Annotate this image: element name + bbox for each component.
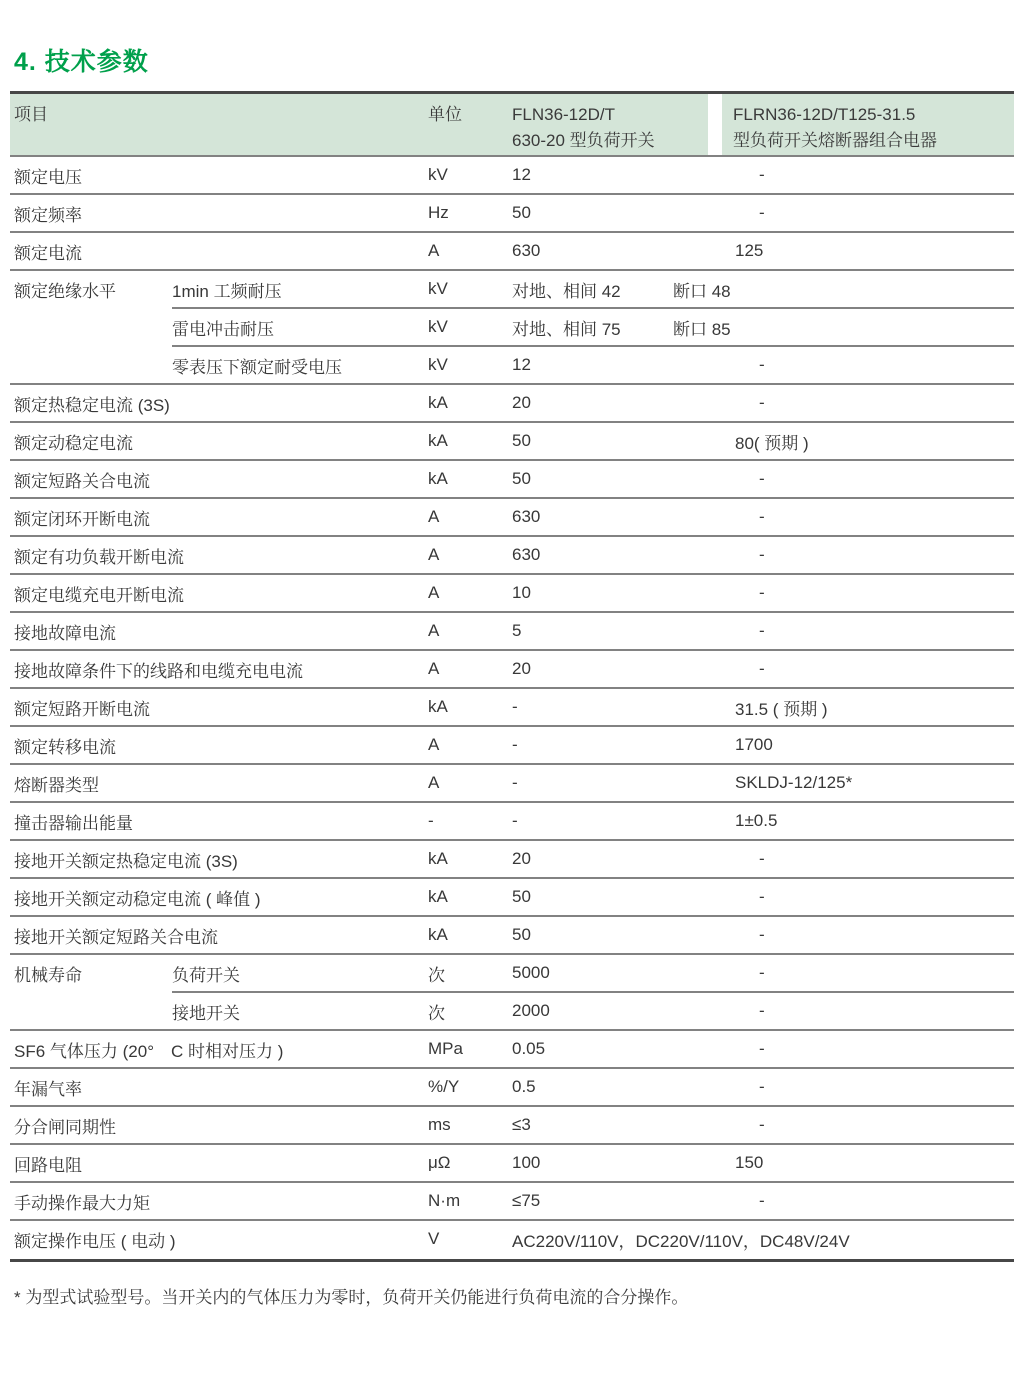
table-row — [10, 803, 1014, 841]
row-unit: kA — [428, 697, 448, 716]
row-sub-label: 1min 工频耐压 — [172, 281, 282, 301]
row-span-value — [512, 315, 1014, 340]
row-divider — [10, 687, 1014, 689]
table-row — [10, 1107, 1014, 1145]
row-item-label: 撞击器输出能量 — [14, 813, 133, 833]
row-divider — [10, 1067, 1014, 1069]
span-part-1: 对地、相间 75 — [512, 319, 621, 339]
table-row — [10, 1145, 1014, 1183]
table-row — [10, 613, 1014, 651]
row-span-value — [512, 277, 1014, 302]
row-value-product1: - — [512, 773, 518, 792]
row-unit: kA — [428, 469, 448, 488]
row-item-label: 额定动稳定电流 — [14, 433, 133, 453]
row-item-label: 额定转移电流 — [14, 737, 116, 757]
row-divider — [10, 269, 1014, 271]
row-unit: N·m — [428, 1191, 461, 1210]
row-unit: kA — [428, 431, 448, 450]
table-row — [10, 841, 1014, 879]
header-item: 项目 — [14, 105, 48, 124]
row-divider — [10, 573, 1014, 575]
row-unit: MPa — [428, 1039, 463, 1058]
header-product1-line2: 630-20 型负荷开关 — [512, 131, 655, 150]
header-column-gap — [708, 94, 722, 155]
row-unit: kV — [428, 355, 448, 374]
row-value-product2: - — [759, 887, 765, 906]
row-unit: μΩ — [428, 1153, 451, 1172]
row-unit: A — [428, 583, 440, 602]
row-item-label: 接地开关额定热稳定电流 (3S) — [14, 851, 238, 871]
row-value-product1: 10 — [512, 583, 531, 602]
row-divider — [10, 877, 1014, 879]
table-row — [10, 537, 1014, 575]
row-value-product1: 0.5 — [512, 1077, 536, 1096]
table-row — [10, 727, 1014, 765]
row-value-product1: 5000 — [512, 963, 550, 982]
table-row — [10, 385, 1014, 423]
row-unit: kV — [428, 279, 448, 298]
row-divider — [10, 649, 1014, 651]
row-value-product1: 5 — [512, 621, 522, 640]
row-item-label: 接地开关额定短路关合电流 — [14, 927, 218, 947]
row-value-product1: 0.05 — [512, 1039, 546, 1058]
row-value-product1: 20 — [512, 849, 531, 868]
row-divider — [10, 231, 1014, 233]
row-divider — [10, 1219, 1014, 1221]
row-value-product1: - — [512, 811, 518, 830]
table-row — [10, 157, 1014, 195]
row-item-label: SF6 气体压力 (20° C 时相对压力 ) — [14, 1041, 284, 1061]
row-value-product1: ≤3 — [512, 1115, 531, 1134]
span-part-2: 断口 85 — [673, 319, 731, 339]
row-value-product2: 150 — [735, 1153, 764, 1172]
row-unit: kA — [428, 393, 448, 412]
row-group-label: 机械寿命 — [14, 965, 82, 985]
row-value-product2: 125 — [735, 241, 764, 260]
row-value-product2: 1700 — [735, 735, 773, 754]
row-divider — [10, 497, 1014, 499]
row-value-product1: 20 — [512, 659, 531, 678]
row-item-label: 年漏气率 — [14, 1079, 82, 1099]
header-product2-line2: 型负荷开关熔断器组合电器 — [733, 131, 937, 150]
row-item-label: 分合闸同期性 — [14, 1117, 116, 1137]
table-row — [10, 1069, 1014, 1107]
row-unit: kA — [428, 925, 448, 944]
row-value-product1: 50 — [512, 887, 531, 906]
header-product1 — [512, 102, 655, 154]
table-row — [10, 689, 1014, 727]
row-value-product2: - — [759, 507, 765, 526]
row-divider — [10, 421, 1014, 423]
table-row — [10, 1183, 1014, 1221]
row-divider — [172, 991, 1014, 993]
row-value-product1: 630 — [512, 241, 541, 260]
row-divider — [172, 345, 1014, 347]
table-row — [10, 309, 1014, 347]
table-row — [10, 955, 1014, 993]
table-row — [10, 879, 1014, 917]
row-value-product2: - — [759, 545, 765, 564]
table-row — [10, 499, 1014, 537]
row-value-product1: ≤75 — [512, 1191, 541, 1210]
row-value-product2: - — [759, 621, 765, 640]
row-value-product2: - — [759, 925, 765, 944]
row-divider — [10, 953, 1014, 955]
row-unit: %/Y — [428, 1077, 460, 1096]
header-product2 — [733, 102, 937, 154]
technical-parameters-table — [10, 91, 1014, 1262]
row-value-product2: - — [759, 963, 765, 982]
table-row — [10, 575, 1014, 613]
table-row — [10, 765, 1014, 803]
row-value-product1: 50 — [512, 431, 531, 450]
row-value-product1: 12 — [512, 355, 531, 374]
row-divider — [10, 1105, 1014, 1107]
row-item-label: 额定热稳定电流 (3S) — [14, 395, 170, 415]
row-sub-label: 雷电冲击耐压 — [172, 319, 274, 339]
row-value-product1: 50 — [512, 925, 531, 944]
row-value-product2: - — [759, 1115, 765, 1134]
table-row — [10, 271, 1014, 309]
row-value-product2: 1±0.5 — [735, 811, 778, 830]
row-value-product2: - — [759, 1039, 765, 1058]
row-value-product2: - — [759, 203, 765, 222]
row-divider — [10, 1181, 1014, 1183]
table-row — [10, 423, 1014, 461]
row-value-product1: 50 — [512, 469, 531, 488]
row-item-label: 额定电缆充电开断电流 — [14, 585, 184, 605]
row-unit: A — [428, 621, 440, 640]
row-sub-label: 负荷开关 — [172, 965, 240, 985]
row-value-product2: - — [759, 355, 765, 374]
row-item-label: 额定操作电压 ( 电动 ) — [14, 1231, 176, 1251]
row-item-label: 接地开关额定动稳定电流 ( 峰值 ) — [14, 889, 261, 909]
row-unit: A — [428, 241, 440, 260]
row-item-label: 额定有功负载开断电流 — [14, 547, 184, 567]
row-unit: ms — [428, 1115, 451, 1134]
row-value-product2: - — [759, 1001, 765, 1020]
row-value-product2: 31.5 ( 预期 ) — [735, 699, 828, 719]
row-item-label: 额定电流 — [14, 243, 82, 263]
row-unit: kA — [428, 849, 448, 868]
footnote: * 为型式试验型号。当开关内的气体压力为零时，负荷开关仍能进行负荷电流的合分操作。 — [14, 1288, 689, 1307]
row-value-product2: - — [759, 849, 765, 868]
row-divider — [10, 725, 1014, 727]
row-value-product1: 630 — [512, 507, 541, 526]
row-group-label: 额定绝缘水平 — [14, 281, 116, 301]
row-divider — [10, 839, 1014, 841]
row-divider — [10, 915, 1014, 917]
row-value-product2: SKLDJ-12/125* — [735, 773, 853, 792]
row-value-product2: - — [759, 659, 765, 678]
row-item-label: 额定电压 — [14, 167, 82, 187]
row-item-label: 额定闭环开断电流 — [14, 509, 150, 529]
table-row — [10, 1221, 1014, 1259]
row-unit: - — [428, 811, 434, 830]
row-item-label: 额定频率 — [14, 205, 82, 225]
table-row — [10, 651, 1014, 689]
row-unit: A — [428, 507, 440, 526]
span-part-2: 断口 48 — [673, 281, 731, 301]
row-unit: A — [428, 735, 440, 754]
table-body — [10, 157, 1014, 1262]
row-divider — [10, 1143, 1014, 1145]
row-divider — [10, 763, 1014, 765]
row-unit: Hz — [428, 203, 449, 222]
row-value-product1: 100 — [512, 1153, 541, 1172]
row-divider — [10, 535, 1014, 537]
row-unit: 次 — [428, 965, 445, 985]
row-item-label: 额定短路关合电流 — [14, 471, 150, 491]
table-row — [10, 917, 1014, 955]
row-value-product2: 80( 预期 ) — [735, 433, 809, 453]
header-unit: 单位 — [428, 105, 462, 124]
row-value-product1: - — [512, 697, 518, 716]
row-unit: A — [428, 773, 440, 792]
span-part-1: 对地、相间 42 — [512, 281, 621, 301]
row-sub-label: 接地开关 — [172, 1003, 240, 1023]
header-product2-line1: FLRN36-12D/T125-31.5 — [733, 105, 916, 124]
row-item-label: 回路电阻 — [14, 1155, 82, 1175]
header-product1-line1: FLN36-12D/T — [512, 105, 615, 124]
row-divider — [10, 1029, 1014, 1031]
row-value-product1: 12 — [512, 165, 531, 184]
row-item-label: 熔断器类型 — [14, 775, 99, 795]
row-value-product1: 50 — [512, 203, 531, 222]
row-value-product2: - — [759, 583, 765, 602]
table-row — [10, 1031, 1014, 1069]
table-row — [10, 195, 1014, 233]
row-unit: A — [428, 545, 440, 564]
row-value-product1: 20 — [512, 393, 531, 412]
row-item-label: 手动操作最大力矩 — [14, 1193, 150, 1213]
row-span-value: AC220V/110V，DC220V/110V，DC48V/24V — [512, 1231, 850, 1251]
section-title: 4. 技术参数 — [14, 48, 149, 76]
row-item-label: 接地故障条件下的线路和电缆充电电流 — [14, 661, 303, 681]
row-divider — [10, 801, 1014, 803]
row-value-product2: - — [759, 1077, 765, 1096]
row-value-product2: - — [759, 165, 765, 184]
row-value-product1: - — [512, 735, 518, 754]
row-value-product2: - — [759, 1191, 765, 1210]
row-unit: 次 — [428, 1003, 445, 1023]
row-item-label: 额定短路开断电流 — [14, 699, 150, 719]
row-value-product2: - — [759, 469, 765, 488]
table-row — [10, 993, 1014, 1031]
row-value-product1: 630 — [512, 545, 541, 564]
row-value-product1: 2000 — [512, 1001, 550, 1020]
row-item-label: 接地故障电流 — [14, 623, 116, 643]
row-sub-label: 零表压下额定耐受电压 — [172, 357, 342, 377]
row-divider — [172, 307, 1014, 309]
row-unit: kV — [428, 165, 448, 184]
row-unit: V — [428, 1229, 440, 1248]
table-row — [10, 233, 1014, 271]
table-row — [10, 347, 1014, 385]
row-value-product2: - — [759, 393, 765, 412]
row-unit: kA — [428, 887, 448, 906]
row-divider — [10, 383, 1014, 385]
table-header — [10, 91, 1014, 157]
row-unit: kV — [428, 317, 448, 336]
row-divider — [10, 611, 1014, 613]
row-divider — [10, 193, 1014, 195]
table-row — [10, 461, 1014, 499]
row-divider — [10, 459, 1014, 461]
row-unit: A — [428, 659, 440, 678]
